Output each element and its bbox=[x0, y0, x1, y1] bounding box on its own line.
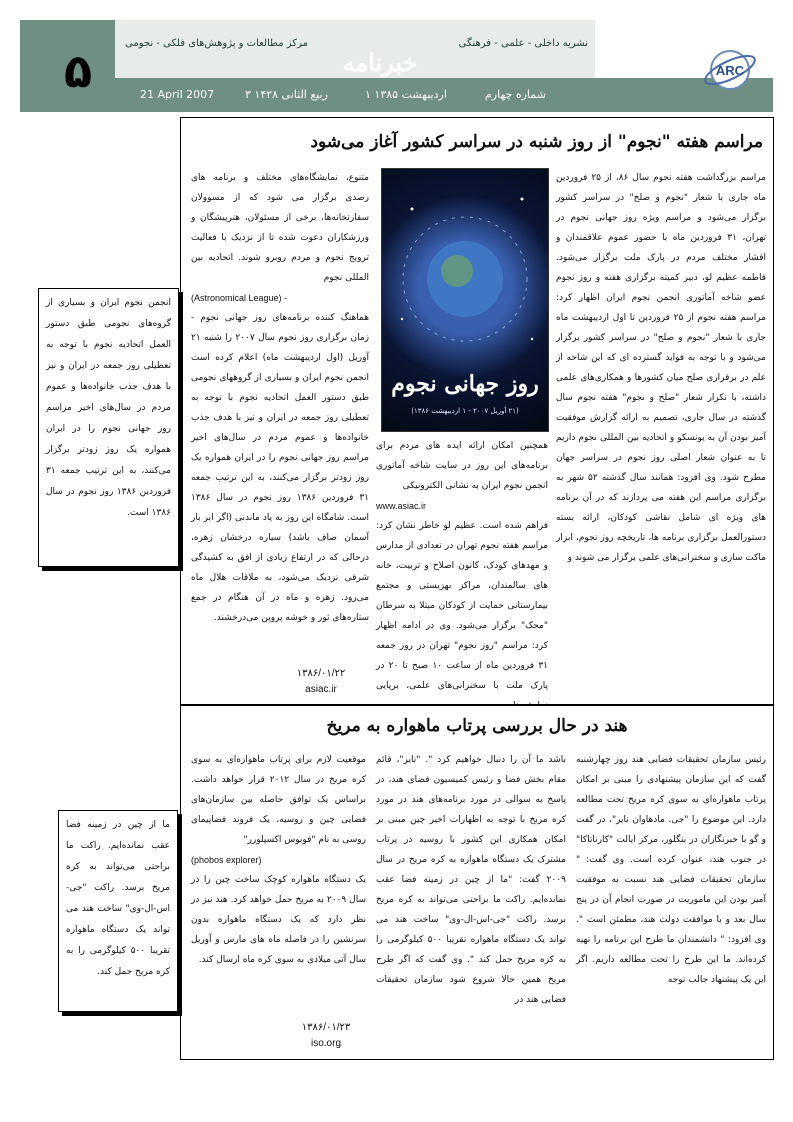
poster-title: روز جهانی نجوم bbox=[391, 371, 539, 397]
arc-logo bbox=[700, 46, 760, 94]
article-column-left bbox=[191, 750, 366, 988]
article-column-right bbox=[556, 168, 766, 700]
article-column-middle bbox=[376, 750, 566, 1055]
phobos-explorer-name: (phobos explorer) bbox=[191, 855, 262, 865]
pull-quote-box: انجمن نجوم ایران و بسیاری از گروه‌های نجومی طبق دستور العمل اتحادیه نجوم با توجه به تعطیلی روز جمعه در ایران و نیز با هدف جذب خانواده‌ها و عموم مردم در سال‌های اخیر مراسم روز جهانی نجوم را در ایران همواره یک روز زودتر برگزار می‌کنند، به این ترتیب جمعه ۳۱ فروردین ۱۳۸۶ روز نجوم در سال ۱۳۸۶ است. bbox=[38, 288, 179, 567]
article-text: موقعیت لازم برای پرتاب ماهواره‌ای به سوی کره مریخ در سال ۲۰۱۲ قرار خواهد داشت. براساس یک توافق حاصله بین سازمان‌های فضایی چین و روسیه، یک فروند فضاپیمای روسی به نام "فوبوس اکسپلورر" bbox=[191, 755, 366, 845]
article-text: رئیس سازمان تحقیقات فضایی هند روز چهارشنبه گفت که این سازمان پیشنهادی را مبنی بر امکان پرتاب ماهواره‌ای به سوی کره مریخ تحت مطالعه دارد. این موضوع را "جی. مادهاوان نایر"، در گفت و گو با خبرنگاران در بنگلور، مرکز ایالت "کارناتاکا" در جنوب هند، عنوان کرده است. وی گفت: " سازمان تحقیقات فضایی هند نسبت به موفقیت آمیز بودن این ماموریت در صورت انجام آن در پنج سال بعد و با موافقت دولت هند، مطمئن است ". وی افزود: " دانشمندان ما طرح این برنامه را تهیه کرده‌اند. ما این طرح را تحت مطالعه داریم. اگر این یک پیشنهاد جالب توجه bbox=[576, 755, 766, 985]
masthead-logo: خبرنامه bbox=[342, 48, 418, 77]
page-header bbox=[20, 20, 773, 112]
astronomy-day-poster bbox=[381, 168, 549, 432]
svg-text:ARC: ARC bbox=[715, 63, 745, 78]
article-headline: هند در حال بررسی پرتاب ماهواره به مریخ bbox=[326, 716, 628, 736]
page-number: ۵ bbox=[63, 44, 93, 98]
article-column-middle bbox=[376, 436, 548, 700]
article-source: iso.org bbox=[310, 1038, 341, 1049]
article-text: متنوع، نمایشگاه‌های مختلف و برنامه های رصدی برگزار می شود که از مسوولان سفارتخانه‌ها، برخی از مسئولان، هنرپیشگان و ورزشکاران دعوت شده تا از نزدیک با فعالیت ترویج نجوم و مردم روبرو شوند. اتحادیه بین المللی نجوم bbox=[191, 173, 369, 283]
article-text: مراسم بزرگداشت هفته نجوم سال ۸۶، از ۲۵ فروردین ماه جاری با شعار "نجوم و صلح" در سراسر کشور برگزار می‌شود و مراسم ویژه روز جهانی نجوم در تهران، ۳۱ فروردین ماه با حضور عموم علاقمندان و اقشار مختلف مردم در پارک ملت برگزار می‌شود. فاطمه عظیم لو، دبیر کمیته برگزاری هفته و روز نجوم عضو شاخه آماتوری انجمن نجوم ایران اظهار کرد: مراسم هفته نجوم از ۲۵ فروردین تا اول اردیبهشت ماه جاری با شعار "نجوم و صلح" در سراسر کشور برگزار می‌شود و با توجه به فواید گسترده ای که این شاخه از علم در برقراری صلح میان کشورها و همکاری‌های علمی داشته، با تکرار شعار "صلح و نجوم" هفته نجوم سال گذشته در سال جاری، تصمیم به ارائه گزارش موفقیت آمیز بودن آن به یونسکو و اتحادیه بین المللی نجوم داریم تا به عنوان شعار اصلی روز نجوم در سراسر جهان مطرح شود. وی افزود: همانند سال گذشته ۵۲ شهر به برگزاری مراسم این هفته می پردازند که در آن برنامه های ویژه ای شامل نقاشی کودکان، ارائه بسته دستورالعمل برگزاری برنامه ها، تاریخچه روز نجوم، ابزار ماکت سازی و سخنرانی‌های علمی برگزار می شوند و bbox=[556, 173, 766, 563]
article-astronomy-week bbox=[180, 117, 774, 705]
pull-quote-box: ما از چین در زمینه فضا عقب نمانده‌ایم. راکت ما براحتی می‌تواند به کره مریخ برسد. راکت "جی-اس-ال-وی" ساخت هند می تواند یک دستگاه ماهواره تقریبا ۵۰۰ کیلوگرمی را به کره مریخ حمل کند. bbox=[58, 810, 178, 1012]
date-persian: ۱ اردیبهشت ۱۳۸۵ bbox=[365, 88, 447, 101]
asiac-url: www.asiac.ir bbox=[376, 501, 427, 511]
article-text: یک دستگاه ماهواره کوچک ساخت چین را در سال ۲۰۰۹ به مریخ حمل خواهد کرد. هند نیز در نظر دارد که یک دستگاه ماهواره بدون سرنشین را در فاصله ماه های مارس و آوریل سال آتی میلادی به سوی کره ماه ارسال کند. bbox=[191, 875, 367, 965]
article-text: فراهم شده است. عظیم لو خاطر نشان کرد: مراسم هفته نجوم تهران در تعدادی از مدارس و مهدهای کودک، کانون اصلاح و تربیت، خانه های سالمندان، مراکز بهزیستی و مجتمع بیمارستانی حمایت از کودکان مبتلا به سرطان "محک" برگزار می‌شود. وی در ادامه اظهار کرد: مراسم "روز نجوم" تهران در روز جمعه ۳۱ فروردین ماه از ساعت ۱۰ صبح تا ۲۰ در پارک ملت با سخنرانی‌های علمی، برپایی bbox=[376, 521, 548, 691]
poster-subtitle: (۲۱ آوریل ۲۰۰۷ - ۱ اردیبهشت ۱۳۸۶) bbox=[411, 407, 519, 415]
article-text: باشد ما آن را دنبال خواهیم کرد ". "نایر"، قائم مقام بخش فضا و رئیس کمیسیون فضای هند، در پاسخ به سوالی در مورد برنامه‌های هند در مورد کره مریخ با توجه به اظهارات اخیر چین مبنی بر امکان همکاری این کشور با روسیه در پرتاب مشترک یک دستگاه ماهواره به کره مریخ در سال ۲۰۰۹ گفت: "ما از چین در زمینه فضا عقب نمانده‌ایم. راکت ما براحتی می‌تواند به کره مریخ برسد. راکت "جی-اس-ال-وی" ساخت هند می تواند یک دستگاه ماهواره تقریبا ۵۰۰ کیلوگرمی را به کره مریخ حمل کند ". وی گفت که اگر طرح مریخ همین حالا شروع شود سازمان تحقیقات فضایی هند در bbox=[376, 755, 566, 1005]
article-india-mars bbox=[180, 705, 774, 1060]
date-gregorian: 21 April 2007 bbox=[140, 88, 215, 101]
astronomical-league-name: (Astronomical League) - bbox=[191, 293, 288, 303]
article-source: asiac.ir bbox=[305, 684, 337, 695]
date-hijri: ۳ ربیع الثانی ۱۴۲۸ bbox=[245, 88, 328, 101]
article-column-left bbox=[191, 168, 369, 658]
bulletin-type: نشریه داخلی - علمی - فرهنگی bbox=[458, 38, 588, 49]
publisher-line: مرکز مطالعات و پژوهش‌های فلکی - نجومی bbox=[125, 38, 308, 49]
issue-number: شماره چهارم bbox=[485, 88, 546, 101]
article-text: هماهنگ کننده برنامه‌های روز جهانی نجوم - زمان برگزاری روز نجوم سال ۲۰۰۷ را شنبه ۲۱ آوریل (اول اردیبهشت ماه) اعلام کرده است انجمن نجوم ایران و بسیاری از گروههای نجومی طبق دستور العمل اتحادیه نجوم با توجه به تعطیلی روز جمعه در ایران و نیز با هدف جذب خانواده‌ها و عموم مردم در سال‌های اخیر مراسم روز جهانی نجوم را در ایران همواره یک روز زودتر برگزار می‌کنند، به این ترتیب جمعه ۳۱ فروردین ۱۳۸۶ روز نجوم در سال ۱۳۸۶ است. شامگاه این روز به یاد ماندنی (اگر ابر بار آسمان صاف باشد) سیاره درخشان زهره، درحالی که در ارتفاع زیادی از افق به کشیدگی شرقی نزدیک می‌شود، به ملاقات هلال ماه می‌رود. زهره و ماه در آن هنگام در جمع ستاره‌های ثور و خوشه پروین می‌درخشند. bbox=[191, 313, 369, 623]
article-date: ۱۳۸۶/۰۱/۲۲ bbox=[296, 668, 346, 679]
article-headline: مراسم هفته "نجوم" از روز شنبه در سراسر کشور آغاز می‌شود bbox=[310, 132, 763, 152]
article-date: ۱۳۸۶/۰۱/۲۳ bbox=[301, 1022, 351, 1033]
article-text: همچنین امکان ارائه ایده های مردم برای برنامه‌های این روز در سایت شاخه آماتوری انجمن نجوم ایران به نشانی الکترونیکی bbox=[376, 441, 548, 491]
article-column-right bbox=[576, 750, 766, 1055]
